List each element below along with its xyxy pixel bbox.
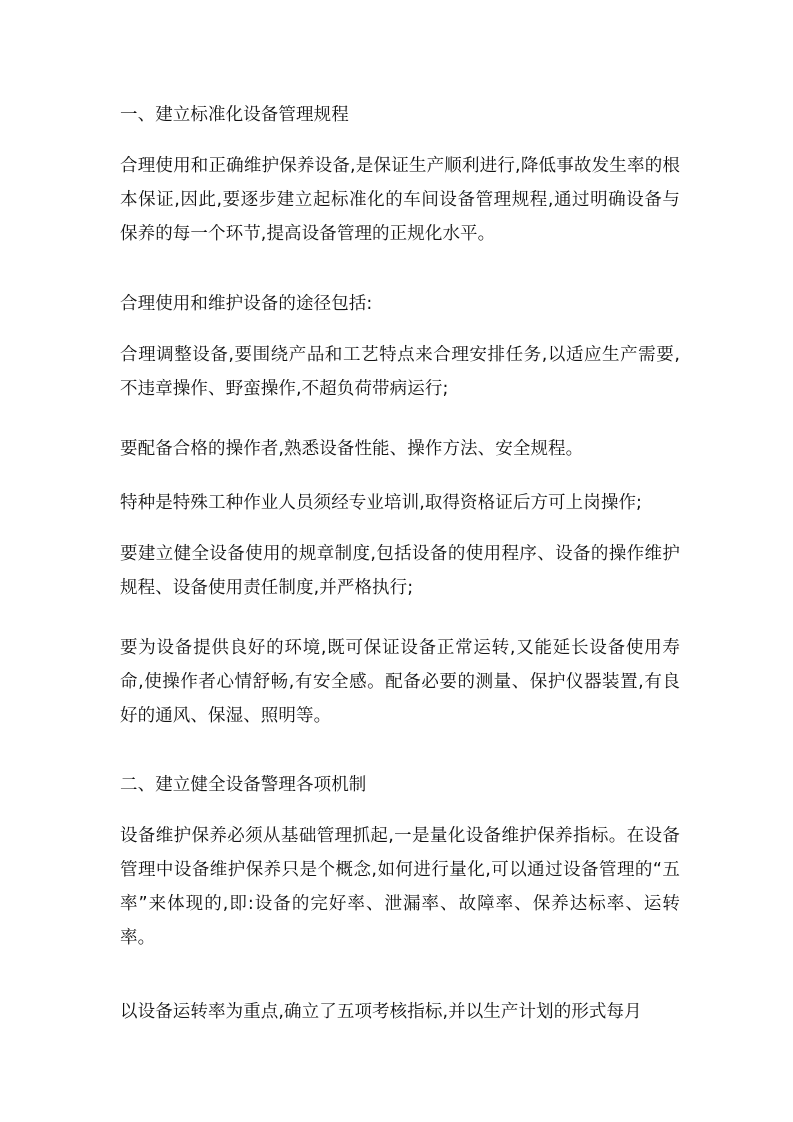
- paragraph-5: 特种是特殊工种作业人员须经专业培训,取得资格证后方可上岗操作;: [120, 493, 643, 513]
- paragraph-8: 设备维护保养必须从基础管理抓起,一是量化设备维护保养指标。在设备管理中设备维护保养只是个概念,如何进行量化,可以通过设备管理的“五率”来体现的,即:设备的完好率、泄漏率、故障率、保养达标率、运转率。: [120, 826, 680, 948]
- paragraph-7: 要为设备提供良好的环境,既可保证设备正常运转,又能延长设备使用寿命,使操作者心情舒畅,有安全感。配备必要的测量、保护仪器装置,有良好的通风、保湿、照明等。: [120, 638, 680, 726]
- section-heading-1: 一、建立标准化设备管理规程: [120, 105, 349, 125]
- paragraph-6: 要建立健全设备使用的规章制度,包括设备的使用程序、设备的操作维护规程、设备使用责任制度,并严格执行;: [120, 544, 680, 598]
- paragraph-4: 要配备合格的操作者,熟悉设备性能、操作方法、安全规程。: [120, 439, 584, 459]
- paragraph-2: 合理使用和维护设备的途径包括:: [120, 294, 373, 314]
- paragraph-3: 合理调整设备,要围绕产品和工艺特点来合理安排任务,以适应生产需要,不违章操作、野蛮操作,不超负荷带病运行;: [120, 345, 680, 399]
- section-heading-2: 二、建立健全设备警理各项机制: [120, 775, 367, 795]
- paragraph-9: 以设备运转率为重点,确立了五项考核指标,并以生产计划的形式每月: [120, 1002, 642, 1022]
- paragraph-1: 合理使用和正确维护保养设备,是保证生产顺利进行,降低事故发生率的根本保证,因此,要逐步建立起标准化的车间设备管理规程,通过明确设备与保养的每一个环节,提高设备管理的正规化水平。: [120, 156, 680, 244]
